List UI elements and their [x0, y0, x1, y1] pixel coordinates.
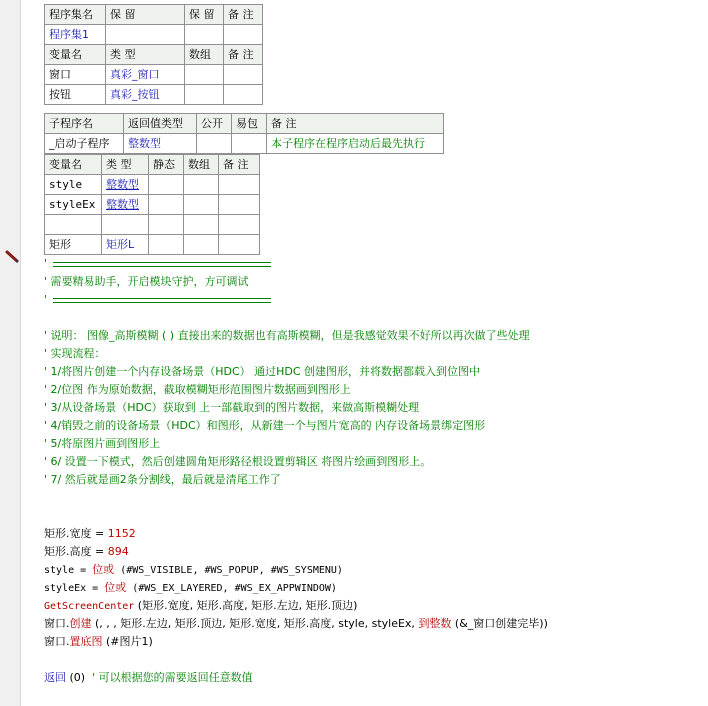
header-cell: 变量名	[45, 155, 102, 175]
var-type-cell[interactable]: 整数型	[102, 175, 149, 195]
assembly-name-cell[interactable]: 程序集1	[45, 25, 106, 45]
code-text: (矩形.宽度, 矩形.高度, 矩形.左边, 矩形.顶边)	[134, 599, 358, 612]
code-text: (#WS_EX_LAYERED, #WS_EX_APPWINDOW)	[126, 583, 337, 594]
code-line[interactable]	[44, 615, 548, 633]
table-cell[interactable]	[149, 235, 184, 255]
table-cell[interactable]	[219, 175, 260, 195]
separator-comment[interactable]	[44, 291, 548, 309]
comment-line[interactable]: ' 需要精易助手，开启模块守护，方可调试	[44, 275, 249, 288]
table-cell[interactable]	[185, 25, 224, 45]
var-type-cell[interactable]: 矩形L	[102, 235, 149, 255]
header-cell: 备 注	[224, 45, 263, 65]
code-line[interactable]	[44, 669, 548, 687]
header-cell: 保 留	[106, 5, 185, 25]
header-cell: 备 注	[219, 155, 260, 175]
comment-line[interactable]: ' 5/将原图片画到图形上	[44, 437, 161, 450]
var-name-cell[interactable]: 窗口	[45, 65, 106, 85]
double-rule	[53, 262, 271, 267]
table-cell[interactable]	[232, 134, 267, 154]
code-line[interactable]	[44, 543, 548, 561]
code-text: 窗口.	[44, 635, 70, 648]
return-type-cell[interactable]: 整数型	[124, 134, 197, 154]
header-cell: 易包	[232, 114, 267, 134]
comment-mark: '	[44, 293, 48, 306]
code-line[interactable]	[44, 579, 548, 597]
header-cell: 类 型	[106, 45, 185, 65]
code-editor[interactable]	[44, 4, 548, 687]
table-cell[interactable]	[224, 85, 263, 105]
inline-comment: ' 可以根据您的需要返回任意数值	[92, 671, 253, 684]
code-text: 窗口.	[44, 617, 70, 630]
code-text: (&_窗口创建完毕))	[451, 617, 548, 630]
table-cell[interactable]	[184, 195, 219, 215]
table-cell[interactable]	[184, 235, 219, 255]
table-row[interactable]	[45, 134, 444, 154]
var-type-cell[interactable]: 真彩_窗口	[106, 65, 185, 85]
comment-line[interactable]: ' 7/ 然后就是画2条分割线，最后就是清尾工作了	[44, 473, 281, 486]
code-line[interactable]	[44, 597, 548, 615]
table-cell[interactable]	[149, 215, 184, 235]
table-cell[interactable]	[185, 85, 224, 105]
header-cell: 程序集名	[45, 5, 106, 25]
header-cell: 数组	[184, 155, 219, 175]
var-type-cell[interactable]: 整数型	[102, 195, 149, 215]
comment-line[interactable]: ' 实现流程：	[44, 347, 106, 360]
function-name: 到整数	[418, 617, 452, 630]
comment-line[interactable]: ' 6/ 设置一下模式，然后创建圆角矩形路径根设置剪辑区 将图片绘画到图形上。	[44, 455, 432, 468]
return-keyword: 返回	[44, 671, 66, 684]
table-cell[interactable]	[149, 195, 184, 215]
assembly-table	[44, 4, 263, 105]
var-name-cell[interactable]	[45, 215, 102, 235]
sub-note-cell[interactable]: 本子程序在程序启动后最先执行	[267, 134, 444, 154]
table-cell[interactable]	[197, 134, 232, 154]
table-row[interactable]	[45, 85, 263, 105]
table-row[interactable]	[45, 235, 260, 255]
comment-line[interactable]: ' 说明： 图像_高斯模糊 ( ) 直接出来的数据也有高斯模糊，但是我感觉效果不好所以再次做了些处理	[44, 329, 530, 342]
subroutine-table	[44, 113, 444, 154]
function-name: GetScreenCenter	[44, 601, 135, 612]
code-text: style =	[44, 565, 93, 576]
var-type-cell[interactable]: 真彩_按钮	[106, 85, 185, 105]
code-text: 矩形.宽度 =	[44, 527, 108, 540]
code-text: styleEx =	[44, 583, 105, 594]
var-name-cell[interactable]: 矩形	[45, 235, 102, 255]
header-cell: 子程序名	[45, 114, 124, 134]
table-cell[interactable]	[224, 25, 263, 45]
local-vars-table	[44, 154, 260, 255]
code-text: (, , , 矩形.左边, 矩形.顶边, 矩形.宽度, 矩形.高度, style, styleEx,	[91, 617, 419, 630]
header-cell: 变量名	[45, 45, 106, 65]
comment-line[interactable]: ' 3/从设备场景（HDC）获取到 上一部截取到的图片数据，来做高斯模糊处理	[44, 401, 420, 414]
header-cell: 公开	[197, 114, 232, 134]
var-name-cell[interactable]: styleEx	[45, 195, 102, 215]
code-text: (#图片1)	[102, 635, 153, 648]
header-cell: 类 型	[102, 155, 149, 175]
number-literal: 894	[107, 545, 129, 558]
editor-gutter	[0, 0, 21, 706]
table-cell[interactable]	[149, 175, 184, 195]
table-row[interactable]	[45, 195, 260, 215]
sub-name-cell[interactable]: _启动子程序	[45, 134, 124, 154]
header-cell: 保 留	[185, 5, 224, 25]
table-cell[interactable]	[185, 65, 224, 85]
double-rule	[53, 298, 271, 303]
function-name: 位或	[92, 563, 115, 576]
table-cell[interactable]	[224, 65, 263, 85]
table-cell[interactable]	[219, 235, 260, 255]
var-type-cell[interactable]	[102, 215, 149, 235]
table-row[interactable]	[45, 175, 260, 195]
comment-line[interactable]: ' 1/将图片创建一个内存设备场景（HDC） 通过HDC 创建图形，并将数据都载入到位图中	[44, 365, 481, 378]
header-cell: 备 注	[224, 5, 263, 25]
table-cell[interactable]	[184, 215, 219, 235]
comment-line[interactable]: ' 2/位图 作为原始数据，截取模糊矩形范围图片数据画到图形上	[44, 383, 351, 396]
code-line[interactable]	[44, 633, 548, 651]
table-cell[interactable]	[219, 195, 260, 215]
code-text: (0)	[66, 671, 93, 684]
comment-line[interactable]: ' 4/销毁之前的设备场景（HDC）和图形，从新建一个与图片宽高的 内存设备场景绑定图形	[44, 419, 486, 432]
function-name: 置底图	[69, 635, 103, 648]
header-cell: 备 注	[267, 114, 444, 134]
separator-comment[interactable]	[44, 255, 548, 273]
code-text: 矩形.高度 =	[44, 545, 108, 558]
comment-mark: '	[44, 257, 48, 270]
function-name: 创建	[69, 617, 92, 630]
table-cell[interactable]	[219, 215, 260, 235]
header-cell: 数组	[185, 45, 224, 65]
var-name-cell[interactable]: style	[45, 175, 102, 195]
table-cell[interactable]	[106, 25, 185, 45]
code-text: (#WS_VISIBLE, #WS_POPUP, #WS_SYSMENU)	[114, 565, 343, 576]
table-row[interactable]	[45, 215, 260, 235]
code-line[interactable]	[44, 561, 548, 579]
code-line[interactable]	[44, 525, 548, 543]
breakpoint-pen-icon[interactable]	[4, 249, 20, 265]
function-name: 位或	[104, 581, 127, 594]
table-cell[interactable]	[184, 175, 219, 195]
table-row[interactable]	[45, 65, 263, 85]
header-cell: 返回值类型	[124, 114, 197, 134]
header-cell: 静态	[149, 155, 184, 175]
var-name-cell[interactable]: 按钮	[45, 85, 106, 105]
number-literal: 1152	[107, 527, 136, 540]
